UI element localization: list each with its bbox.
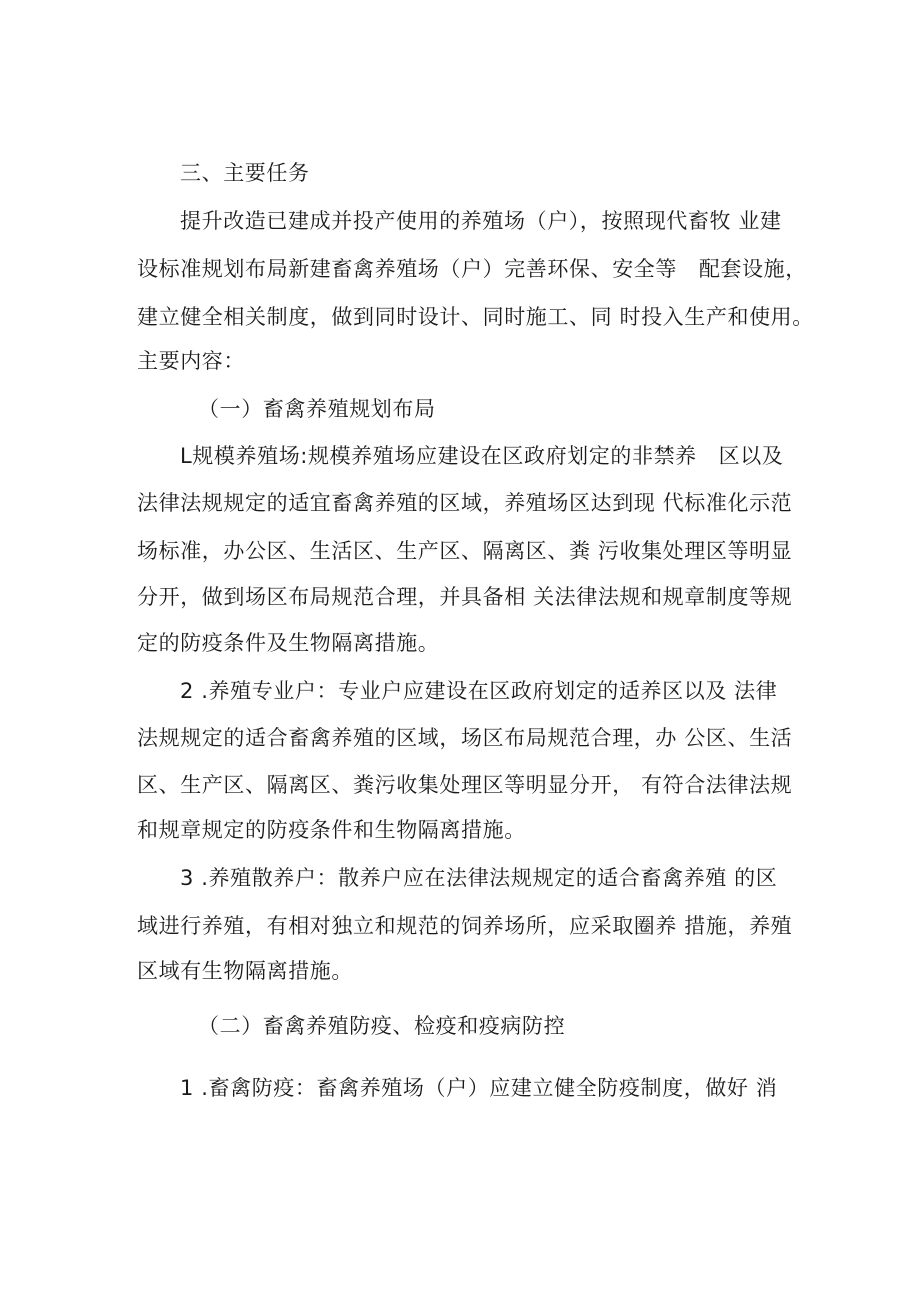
item1-line-4: 分开，做到场区布局规范合理，并具备相 关法律法规和规章制度等规: [137, 585, 793, 609]
item3-line-3: 区域有生物隔离措施。: [137, 959, 353, 983]
item1-line-1: L规模养殖场:规模养殖场应建设在区政府划定的非禁养 区以及: [180, 444, 784, 468]
intro-line-1: 提升改造已建成并投产使用的养殖场（户），按照现代畜牧 业建: [180, 209, 782, 233]
item2-line-3: 区、生产区、隔离区、粪污收集处理区等明显分开， 有符合法律法规: [137, 773, 793, 797]
item2-line-2: 法规规定的适合畜禽养殖的区域，场区布局规范合理，办 公区、生活: [137, 726, 793, 750]
item3-line-1: 3 .养殖散养户：散养户应在法律法规规定的适合畜禽养殖 的区: [180, 866, 778, 890]
item4-line-1: 1 .畜禽防疫：畜禽养殖场（户）应建立健全防疫制度，做好 消: [180, 1076, 778, 1100]
section-heading: 三、主要任务: [180, 161, 310, 185]
item1-line-2: 法律法规规定的适宜畜禽养殖的区域，养殖场区达到现 代标准化示范: [137, 491, 793, 515]
intro-line-2: 设标准规划布局新建畜禽养殖场（户）完善环保、安全等 配套设施，: [137, 257, 807, 281]
item1-line-5: 定的防疫条件及生物隔离措施。: [137, 631, 440, 655]
subsection-heading-2: （二）畜禽养殖防疫、检疫和疫病防控: [198, 1014, 566, 1038]
intro-line-4: 主要内容：: [137, 349, 245, 373]
item2-line-1: 2 .养殖专业户：专业户应建设在区政府划定的适养区以及 法律: [180, 679, 778, 703]
subsection-heading-1: （一）畜禽养殖规划布局: [198, 397, 436, 421]
item1-line-3: 场标准，办公区、生活区、生产区、隔离区、粪 污收集处理区等明显: [137, 539, 793, 563]
intro-line-3: 建立健全相关制度，做到同时设计、同时施工、同 时投入生产和使用。: [137, 305, 814, 329]
item3-line-2: 域进行养殖，有相对独立和规范的饲养场所，应采取圈养 措施，养殖: [137, 914, 793, 938]
item2-line-4: 和规章规定的防疫条件和生物隔离措施。: [137, 818, 526, 842]
